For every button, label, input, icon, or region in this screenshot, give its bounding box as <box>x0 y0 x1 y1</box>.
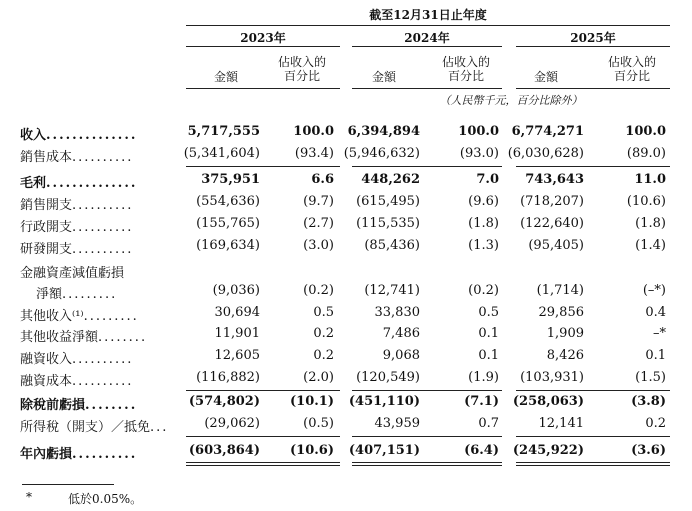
row-label: 融資收入.......... <box>20 352 134 367</box>
row-value: 0.1 <box>645 348 666 363</box>
row-value: (554,636) <box>196 194 260 209</box>
subtotal-rule <box>186 390 340 391</box>
row-label: 其他收益淨額........ <box>20 330 148 345</box>
row-value: (258,063) <box>512 394 584 409</box>
amount-heading-2023: 金額 <box>213 70 238 84</box>
row-value: 6,774,271 <box>511 124 584 139</box>
row-value: 100.0 <box>293 124 334 139</box>
row-value: (9.7) <box>303 194 334 209</box>
subtotal-rule <box>516 166 670 167</box>
heading-rule-2025 <box>516 88 670 89</box>
row-value: (2.0) <box>303 370 334 385</box>
year-2024: 2024年 <box>404 31 450 45</box>
subtotal-rule <box>186 166 340 167</box>
row-label: 金融資產減值虧損 <box>20 266 125 281</box>
row-value: (718,207) <box>520 194 584 209</box>
row-value: 7,486 <box>382 326 420 341</box>
row-value: (93.4) <box>294 146 334 161</box>
row-value: (3.0) <box>303 238 334 253</box>
row-value: 6,394,894 <box>347 124 420 139</box>
row-value: 12,141 <box>538 416 584 431</box>
row-value: 100.0 <box>458 124 499 139</box>
row-value: 0.2 <box>645 416 666 431</box>
subtotal-rule <box>352 166 502 167</box>
subtotal-rule <box>186 436 340 437</box>
row-label: 融資成本.......... <box>20 374 134 389</box>
row-value: 1,909 <box>546 326 584 341</box>
row-value: (1.3) <box>468 238 499 253</box>
total-double-rule <box>516 462 670 466</box>
row-value: 0.4 <box>645 305 666 320</box>
period-heading: 截至12月31日止年度 <box>369 8 487 22</box>
row-label: 淨額......... <box>36 287 118 302</box>
row-value: (2.7) <box>303 216 334 231</box>
row-label: 銷售成本.......... <box>20 150 134 165</box>
row-value: 33,830 <box>374 305 420 320</box>
row-value: 0.7 <box>478 416 499 431</box>
row-value: (85,436) <box>364 238 420 253</box>
row-value: 100.0 <box>625 124 666 139</box>
footnote-rule <box>22 484 114 485</box>
pct-heading-2024: 佔收入的 百分比 <box>441 55 490 83</box>
amount-heading-2024: 金額 <box>371 70 396 84</box>
row-value: 29,856 <box>538 305 584 320</box>
row-value: (10.6) <box>290 443 334 458</box>
row-value: (1.8) <box>468 216 499 231</box>
row-value: (89.0) <box>626 146 666 161</box>
row-value: 0.1 <box>478 326 499 341</box>
total-double-rule <box>186 462 340 466</box>
row-value: (245,922) <box>512 443 584 458</box>
row-value: 743,643 <box>525 172 584 187</box>
row-value: 30,694 <box>214 305 260 320</box>
row-value: (6.4) <box>464 443 499 458</box>
row-value: (1.5) <box>635 370 666 385</box>
row-value: 0.5 <box>478 305 499 320</box>
footnote-text: 低於0.05%。 <box>68 492 143 506</box>
total-double-rule <box>352 462 502 466</box>
row-value: (12,741) <box>364 283 420 298</box>
row-value: (9.6) <box>468 194 499 209</box>
row-label: 銷售開支.......... <box>20 198 134 213</box>
row-value: (6,030,628) <box>507 146 584 161</box>
row-value: (3.8) <box>631 394 666 409</box>
row-value: 9,068 <box>382 348 420 363</box>
row-value: (0.2) <box>468 283 499 298</box>
row-value: (603,864) <box>188 443 260 458</box>
row-value: 0.5 <box>313 305 334 320</box>
row-value: 6.6 <box>311 172 334 187</box>
row-label: 年內虧損.......... <box>20 447 138 462</box>
unit-note: （人民幣千元，百分比除外） <box>439 94 583 107</box>
row-label: 研發開支.......... <box>20 242 134 257</box>
row-value: 8,426 <box>546 348 584 363</box>
heading-rule-2023 <box>186 88 340 89</box>
row-value: (0.2) <box>303 283 334 298</box>
row-value: (120,549) <box>356 370 420 385</box>
row-value: (407,151) <box>348 443 420 458</box>
row-label: 收入.............. <box>20 128 138 143</box>
year-2025: 2025年 <box>570 31 616 45</box>
row-value: (615,495) <box>356 194 420 209</box>
year-2023: 2023年 <box>240 31 286 45</box>
row-value: (95,405) <box>528 238 584 253</box>
pct-heading-2023: 佔收入的 百分比 <box>277 55 326 83</box>
row-value: (9,036) <box>212 283 260 298</box>
subtotal-rule <box>352 436 502 437</box>
row-value: (122,640) <box>520 216 584 231</box>
row-value: (10.6) <box>626 194 666 209</box>
row-value: 448,262 <box>361 172 420 187</box>
subtotal-rule <box>516 436 670 437</box>
row-label: 除稅前虧損........ <box>20 398 138 413</box>
year-rule-2023 <box>186 46 340 47</box>
row-value: (169,634) <box>196 238 260 253</box>
row-value: (1.4) <box>635 238 666 253</box>
row-value: (116,882) <box>196 370 260 385</box>
row-value: 0.2 <box>313 326 334 341</box>
row-value: 5,717,555 <box>187 124 260 139</box>
row-value: 0.1 <box>478 348 499 363</box>
row-value: (5,341,604) <box>183 146 260 161</box>
row-value: 7.0 <box>476 172 499 187</box>
row-value: (115,535) <box>356 216 420 231</box>
row-value: (1.9) <box>468 370 499 385</box>
row-value: (29,062) <box>204 416 260 431</box>
row-value: (1,714) <box>536 283 584 298</box>
year-rule-2024 <box>352 46 502 47</box>
row-value: (7.1) <box>464 394 499 409</box>
subtotal-rule <box>516 390 670 391</box>
row-value: 0.2 <box>313 348 334 363</box>
row-value: (3.6) <box>631 443 666 458</box>
row-value: (5,946,632) <box>343 146 420 161</box>
year-rule-2025 <box>516 46 670 47</box>
row-value: (451,110) <box>348 394 420 409</box>
footnote-mark: * <box>26 490 32 504</box>
amount-heading-2025: 金額 <box>533 70 558 84</box>
row-label: 其他收入⁽¹⁾......... <box>20 309 139 324</box>
row-value: 11.0 <box>634 172 666 187</box>
row-value: (155,765) <box>196 216 260 231</box>
row-value: (93.0) <box>459 146 499 161</box>
row-value: 375,951 <box>201 172 260 187</box>
row-value: (103,931) <box>520 370 584 385</box>
row-value: (0.5) <box>303 416 334 431</box>
pct-heading-2025: 佔收入的 百分比 <box>607 55 656 83</box>
row-value: –* <box>653 326 666 341</box>
period-rule <box>186 25 670 26</box>
row-label: 行政開支.......... <box>20 220 134 235</box>
row-value: 11,901 <box>214 326 260 341</box>
subtotal-rule <box>352 390 502 391</box>
row-label: 所得稅（開支）／抵免... <box>20 420 169 435</box>
row-label: 毛利.............. <box>20 176 138 191</box>
row-value: 12,605 <box>214 348 260 363</box>
row-value: (574,802) <box>188 394 260 409</box>
heading-rule-2024 <box>352 88 502 89</box>
row-value: (1.8) <box>635 216 666 231</box>
row-value: 43,959 <box>374 416 420 431</box>
row-value: (10.1) <box>290 394 334 409</box>
row-value: (–*) <box>642 283 666 298</box>
